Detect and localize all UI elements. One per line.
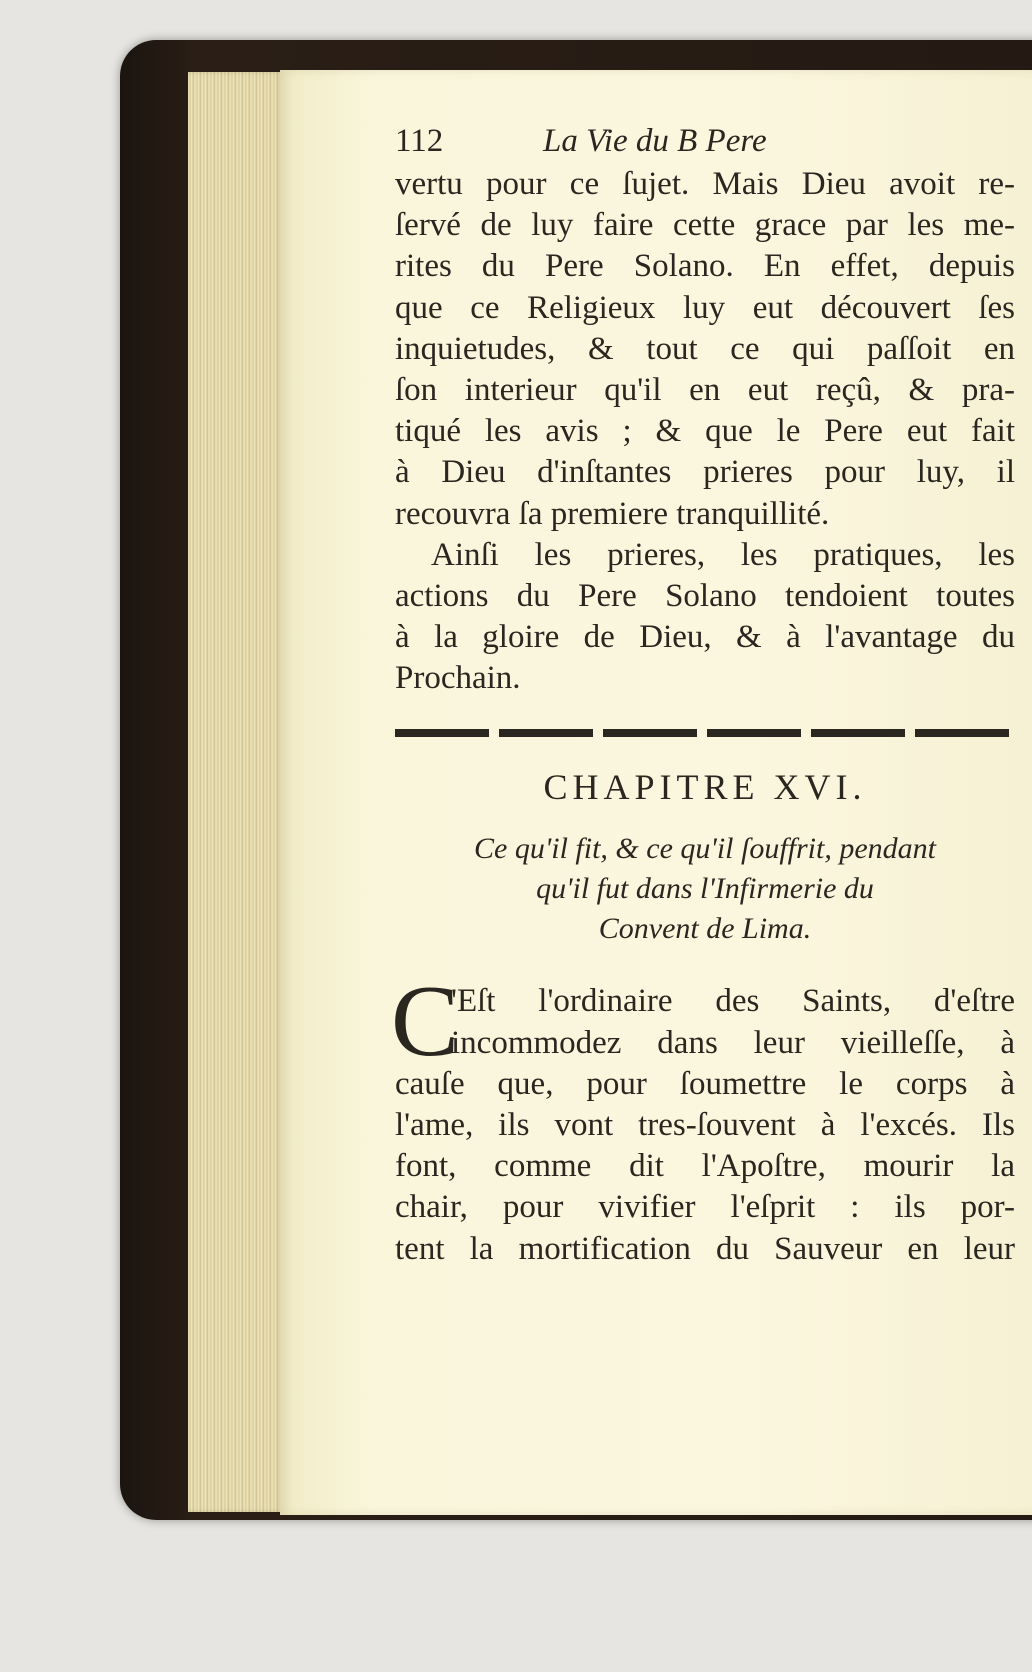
text-line: Ainſi les prieres, les pratiques, les <box>431 536 1015 573</box>
page-number: 112 <box>395 123 444 159</box>
text-line: à la gloire de Dieu, & à l'avantage du <box>395 619 1015 656</box>
text-line: recouvra ſa premiere tranquillité. <box>395 495 830 532</box>
running-title: La Vie du B Pere <box>543 123 767 159</box>
text-line: ſervé de luy faire cette grace par les me- <box>395 207 1015 244</box>
paragraph-3 <box>391 965 1015 1269</box>
text-line: font, comme dit l'Apoſtre, mourir la <box>395 1148 1015 1185</box>
text-line: 'Eſt l'ordinaire des Saints, d'eſtre <box>451 983 1015 1020</box>
text-line: à Dieu d'inſtantes prieres pour luy, il <box>395 454 1015 491</box>
chapter-subtitle <box>395 829 1015 949</box>
text-line: rites du Pere Solano. En effet, depuis <box>395 248 1015 285</box>
subtitle-line: qu'il fut dans l'Infirmerie du <box>536 872 874 906</box>
subtitle-line: Ce qu'il fit, & ce qu'il ſouffrit, pendant <box>474 832 936 866</box>
text-line: vertu pour ce ſujet. Mais Dieu avoit re- <box>395 166 1015 202</box>
text-line: ſon interieur qu'il en eut reçû, & pra- <box>395 371 1015 408</box>
text-line: Prochain. <box>395 660 521 697</box>
ornamental-rule <box>395 729 1015 737</box>
text-line: tent la mortification du Sauveur en leur <box>395 1230 1015 1267</box>
text-line: l'ame, ils vont tres-ſouvent à l'excés. Ils <box>395 1107 1015 1143</box>
chapter-heading: CHAPITRE XVI. <box>543 767 867 808</box>
page-text <box>391 118 1015 1270</box>
text-line: cauſe que, pour ſoumettre le corps à <box>395 1065 1015 1102</box>
drop-cap: C <box>391 965 460 1079</box>
text-line: tiqué les avis ; & que le Pere eut fait <box>395 413 1015 450</box>
subtitle-line: Convent de Lima. <box>598 912 812 946</box>
paragraph-2 <box>395 535 1015 700</box>
text-line: actions du Pere Solano tendoient toutes <box>395 577 1015 614</box>
text-line: chair, pour vivifier l'eſprit : ils por- <box>395 1189 1015 1226</box>
text-line: que ce Religieux luy eut découvert ſes <box>395 289 1015 326</box>
running-head <box>395 118 1015 164</box>
text-line: incommodez dans leur vieilleſſe, à <box>451 1024 1015 1061</box>
text-line: inquietudes, & tout ce qui paſſoit en <box>395 330 1015 367</box>
paragraph-1 <box>395 164 1015 535</box>
page-edges <box>188 72 284 1512</box>
